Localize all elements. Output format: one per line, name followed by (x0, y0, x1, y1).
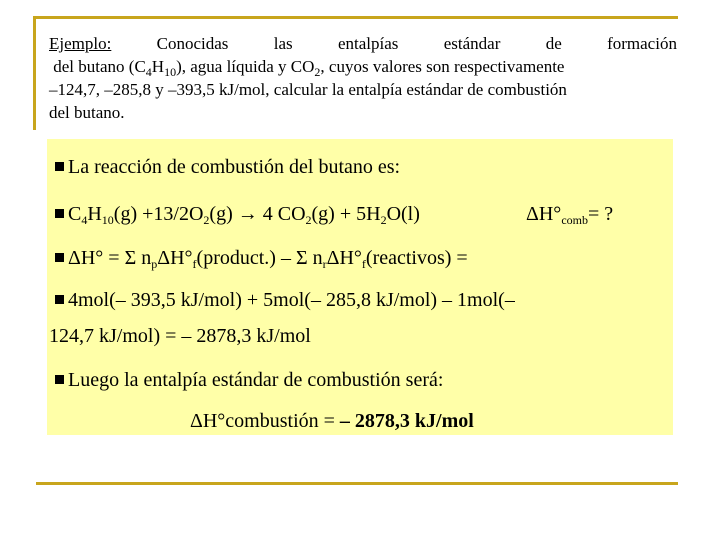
bullet-intro: La reacción de combustión del butano es: (55, 155, 400, 179)
bullet-square (55, 295, 64, 304)
statement-line-4: del butano. (49, 103, 125, 122)
bullet-square (55, 162, 64, 171)
bullet-square (55, 375, 64, 384)
bullet-calculation: 4mol(– 393,5 kJ/mol) + 5mol(– 285,8 kJ/mol) – 1mol(– (55, 288, 515, 312)
bottom-rule (36, 482, 678, 485)
bullet-reaction: $C_4H_{10}(g) +13/2O_2(g) \to 4$ $CO_2(g) + 5H_2O(l)$ (55, 202, 420, 226)
statement-line-1 (49, 32, 677, 55)
example-label: Ejemplo: (49, 34, 112, 53)
calculation-line-2: 124,7 kJ/mol) = – 2878,3 kJ/mol (49, 325, 311, 347)
final-result (190, 410, 474, 433)
result-label: ΔH°combustión = (190, 410, 340, 432)
bullet-square (55, 209, 64, 218)
word: formación (607, 34, 677, 53)
word: de (545, 34, 562, 53)
enthalpy-question: $\Delta H^\circ_{comb}=$ ? (526, 203, 614, 227)
left-rule (33, 18, 36, 130)
word: las (273, 34, 293, 53)
statement-line-3: –124,7, –285,8 y –393,5 kJ/mol, calcular la entalpía estándar de combustión (49, 80, 567, 99)
top-rule (33, 16, 678, 19)
bullet-conclusion: Luego la entalpía estándar de combustión será: (55, 368, 443, 392)
problem-statement (49, 32, 677, 124)
bullet-formula: ΔH° = Σ $n_p\Delta H^\circ_f(product.)$ – Σ $n_r\Delta H^\circ_f(reactivos)$ = (55, 246, 468, 270)
word: Conocidas (156, 34, 229, 53)
statement-line-2: del butano $(C_4H_{10})$, agua líquida y $CO_2$, cuyos valores son respectivamente (53, 57, 565, 79)
result-value: – 2878,3 kJ/mol (339, 410, 474, 432)
word: entalpías (337, 34, 399, 53)
word: estándar (443, 34, 501, 53)
bullet-square (55, 253, 64, 262)
